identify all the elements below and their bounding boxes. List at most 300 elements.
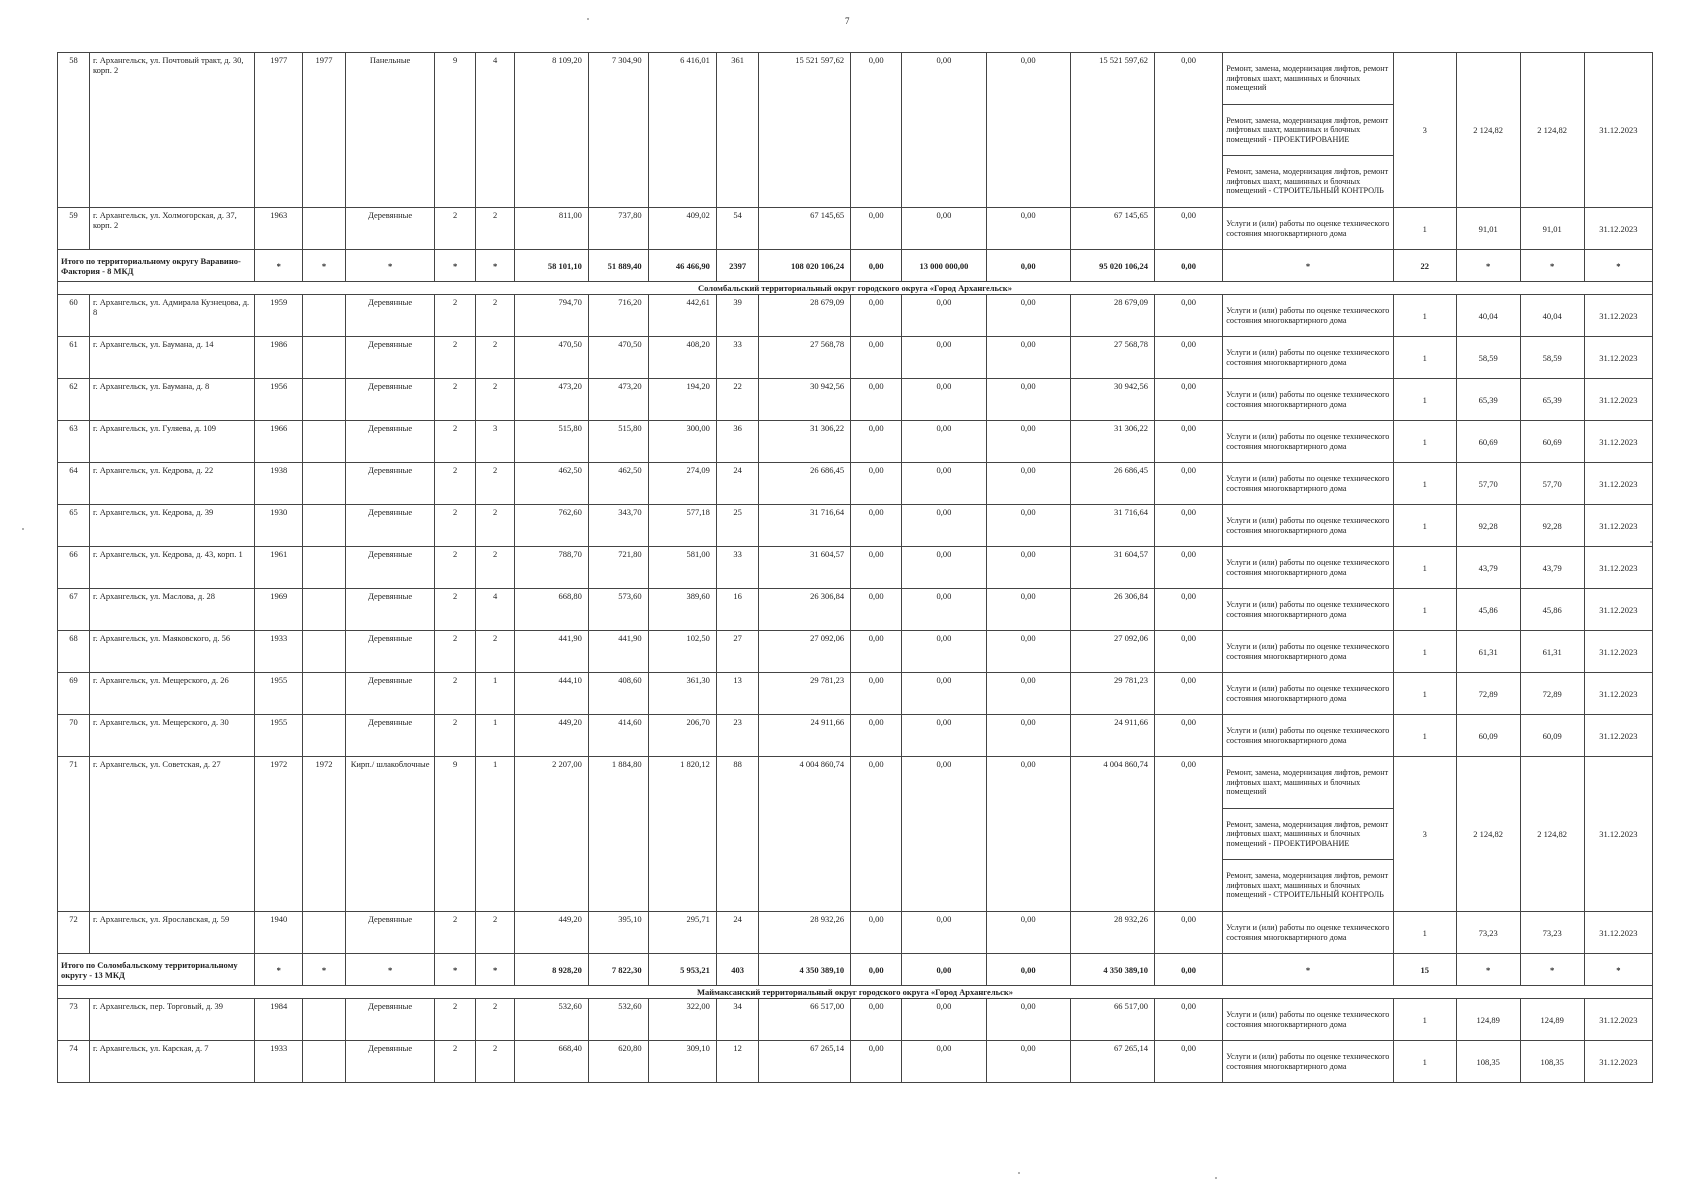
- row-number: 72: [58, 912, 90, 954]
- source-local-cell: 0,00: [986, 1041, 1070, 1083]
- row-number: 70: [58, 715, 90, 757]
- row-number: 62: [58, 379, 90, 421]
- wall-material-cell: Деревянные: [345, 505, 435, 547]
- cost-cell: 31 604,57: [759, 547, 851, 589]
- source-owners-cell: 28 679,09: [1070, 295, 1154, 337]
- residents-cell: 13: [716, 673, 759, 715]
- owned-area-cell: 194,20: [648, 379, 716, 421]
- residents-cell: 25: [716, 505, 759, 547]
- floors-cell: 2: [435, 208, 476, 250]
- address-cell: г. Архангельск, ул. Маслова, д. 28: [89, 589, 254, 631]
- deadline-cell: 31.12.2023: [1584, 53, 1652, 208]
- total-area: 8 928,20: [515, 954, 589, 986]
- total-area-cell: 532,60: [515, 999, 589, 1041]
- unit-cost-limit-cell: 92,28: [1520, 505, 1584, 547]
- work-count-cell: 1: [1393, 912, 1456, 954]
- cost-cell: 66 517,00: [759, 999, 851, 1041]
- living-area-cell: 573,60: [588, 589, 648, 631]
- total-star: *: [1584, 954, 1652, 986]
- works-cell: Услуги и (или) работы по оценке технического состояния многоквартирного дома: [1223, 505, 1394, 547]
- cost-cell: 24 911,66: [759, 715, 851, 757]
- lift-year-cell: 1972: [303, 757, 346, 912]
- residents-cell: 16: [716, 589, 759, 631]
- wall-material-cell: Деревянные: [345, 912, 435, 954]
- build-year-cell: 1955: [255, 673, 303, 715]
- entrances-cell: 2: [475, 505, 514, 547]
- owned-area-cell: 309,10: [648, 1041, 716, 1083]
- deadline-cell: 31.12.2023: [1584, 505, 1652, 547]
- total-row: [58, 250, 1653, 282]
- living-area-cell: 1 884,80: [588, 757, 648, 912]
- deadline-cell: 31.12.2023: [1584, 757, 1652, 912]
- total-source-owners: 4 350 389,10: [1070, 954, 1154, 986]
- entrances-cell: 2: [475, 379, 514, 421]
- total-area-cell: 462,50: [515, 463, 589, 505]
- work-count-cell: 1: [1393, 379, 1456, 421]
- unit-cost-cell: 45,86: [1456, 589, 1520, 631]
- unit-cost-cell: 124,89: [1456, 999, 1520, 1041]
- section-title: Соломбальский территориальный округ городского округа «Город Архангельск»: [58, 282, 1653, 295]
- floors-cell: 9: [435, 757, 476, 912]
- works-cell: Услуги и (или) работы по оценке технического состояния многоквартирного дома: [1223, 673, 1394, 715]
- unit-cost-cell: 72,89: [1456, 673, 1520, 715]
- table-row: [58, 547, 1653, 589]
- source-other-cell: 0,00: [1154, 757, 1222, 912]
- source-local-cell: 0,00: [986, 463, 1070, 505]
- wall-material-cell: Деревянные: [345, 547, 435, 589]
- living-area-cell: 515,80: [588, 421, 648, 463]
- work-item: Ремонт, замена, модернизация лифтов, ремонт лифтовых шахт, машинных и блочных помещений: [1223, 53, 1393, 105]
- wall-material-cell: Деревянные: [345, 631, 435, 673]
- lift-year-cell: [303, 421, 346, 463]
- entrances-cell: 2: [475, 295, 514, 337]
- floors-cell: 2: [435, 589, 476, 631]
- source-owners-cell: 4 004 860,74: [1070, 757, 1154, 912]
- source-fund-cell: 0,00: [851, 379, 902, 421]
- unit-cost-cell: 73,23: [1456, 912, 1520, 954]
- wall-material-cell: Деревянные: [345, 379, 435, 421]
- works-cell: Услуги и (или) работы по оценке технического состояния многоквартирного дома: [1223, 1041, 1394, 1083]
- living-area-cell: 716,20: [588, 295, 648, 337]
- source-owners-cell: 31 306,22: [1070, 421, 1154, 463]
- build-year-cell: 1986: [255, 337, 303, 379]
- unit-cost-cell: 92,28: [1456, 505, 1520, 547]
- works-cell: Услуги и (или) работы по оценке технического состояния многоквартирного дома: [1223, 208, 1394, 250]
- residents-cell: 34: [716, 999, 759, 1041]
- total-owned-area: 5 953,21: [648, 954, 716, 986]
- residents-cell: 33: [716, 547, 759, 589]
- section-header-row: [58, 282, 1653, 295]
- lift-year-cell: [303, 999, 346, 1041]
- row-number: 64: [58, 463, 90, 505]
- deadline-cell: 31.12.2023: [1584, 547, 1652, 589]
- unit-cost-limit-cell: 124,89: [1520, 999, 1584, 1041]
- residents-cell: 27: [716, 631, 759, 673]
- living-area-cell: 395,10: [588, 912, 648, 954]
- residents-cell: 24: [716, 463, 759, 505]
- living-area-cell: 470,50: [588, 337, 648, 379]
- total-star: *: [255, 954, 303, 986]
- source-regional-cell: 0,00: [902, 547, 986, 589]
- table-row: [58, 1041, 1653, 1083]
- floors-cell: 2: [435, 295, 476, 337]
- deadline-cell: 31.12.2023: [1584, 589, 1652, 631]
- build-year-cell: 1933: [255, 631, 303, 673]
- source-owners-cell: 26 306,84: [1070, 589, 1154, 631]
- total-area-cell: 762,60: [515, 505, 589, 547]
- section-title: Маймаксанский территориальный округ городского округа «Город Архангельск»: [58, 986, 1653, 999]
- floors-cell: 2: [435, 999, 476, 1041]
- section-header-row: [58, 986, 1653, 999]
- row-number: 65: [58, 505, 90, 547]
- unit-cost-limit-cell: 60,09: [1520, 715, 1584, 757]
- address-cell: г. Архангельск, ул. Маяковского, д. 56: [89, 631, 254, 673]
- unit-cost-limit-cell: 73,23: [1520, 912, 1584, 954]
- table-row: [58, 337, 1653, 379]
- source-other-cell: 0,00: [1154, 547, 1222, 589]
- work-item: Ремонт, замена, модернизация лифтов, ремонт лифтовых шахт, машинных и блочных помещений - ПРОЕКТИРОВАНИЕ: [1223, 105, 1393, 157]
- source-owners-cell: 67 145,65: [1070, 208, 1154, 250]
- address-cell: г. Архангельск, ул. Кедрова, д. 22: [89, 463, 254, 505]
- floors-cell: 2: [435, 715, 476, 757]
- cost-cell: 26 686,45: [759, 463, 851, 505]
- works-cell: Услуги и (или) работы по оценке технического состояния многоквартирного дома: [1223, 547, 1394, 589]
- source-local-cell: 0,00: [986, 379, 1070, 421]
- living-area-cell: 414,60: [588, 715, 648, 757]
- source-other-cell: 0,00: [1154, 631, 1222, 673]
- entrances-cell: 1: [475, 757, 514, 912]
- source-owners-cell: 31 716,64: [1070, 505, 1154, 547]
- lift-year-cell: [303, 547, 346, 589]
- source-fund-cell: 0,00: [851, 673, 902, 715]
- unit-cost-limit-cell: 57,70: [1520, 463, 1584, 505]
- table-row: [58, 757, 1653, 912]
- lift-year-cell: [303, 379, 346, 421]
- row-number: 63: [58, 421, 90, 463]
- address-cell: г. Архангельск, ул. Кедрова, д. 39: [89, 505, 254, 547]
- work-count-cell: 1: [1393, 547, 1456, 589]
- works-cell: [1223, 53, 1394, 208]
- cost-cell: 67 145,65: [759, 208, 851, 250]
- total-star: *: [475, 954, 514, 986]
- page-number: 7: [845, 16, 850, 26]
- deadline-cell: 31.12.2023: [1584, 421, 1652, 463]
- deadline-cell: 31.12.2023: [1584, 912, 1652, 954]
- total-area-cell: 788,70: [515, 547, 589, 589]
- unit-cost-limit-cell: 61,31: [1520, 631, 1584, 673]
- work-count-cell: 1: [1393, 337, 1456, 379]
- wall-material-cell: Деревянные: [345, 999, 435, 1041]
- owned-area-cell: 389,60: [648, 589, 716, 631]
- work-count-cell: 1: [1393, 505, 1456, 547]
- cost-cell: 67 265,14: [759, 1041, 851, 1083]
- floors-cell: 2: [435, 463, 476, 505]
- source-regional-cell: 0,00: [902, 912, 986, 954]
- table-row: [58, 208, 1653, 250]
- total-label: Итого по территориальному округу Варавино-Фактория - 8 МКД: [58, 250, 255, 282]
- unit-cost-cell: 91,01: [1456, 208, 1520, 250]
- works-cell: Услуги и (или) работы по оценке технического состояния многоквартирного дома: [1223, 631, 1394, 673]
- table-row: [58, 999, 1653, 1041]
- total-residents: 2397: [716, 250, 759, 282]
- source-owners-cell: 67 265,14: [1070, 1041, 1154, 1083]
- cost-cell: 30 942,56: [759, 379, 851, 421]
- source-local-cell: 0,00: [986, 757, 1070, 912]
- cost-cell: 4 004 860,74: [759, 757, 851, 912]
- owned-area-cell: 295,71: [648, 912, 716, 954]
- total-star: *: [345, 250, 435, 282]
- source-regional-cell: 0,00: [902, 999, 986, 1041]
- address-cell: г. Архангельск, ул. Гуляева, д. 109: [89, 421, 254, 463]
- entrances-cell: 2: [475, 547, 514, 589]
- owned-area-cell: 6 416,01: [648, 53, 716, 208]
- entrances-cell: 2: [475, 912, 514, 954]
- build-year-cell: 1956: [255, 379, 303, 421]
- source-fund-cell: 0,00: [851, 631, 902, 673]
- wall-material-cell: Деревянные: [345, 208, 435, 250]
- source-local-cell: 0,00: [986, 631, 1070, 673]
- total-star: *: [1456, 954, 1520, 986]
- total-living-area: 51 889,40: [588, 250, 648, 282]
- cost-cell: 27 568,78: [759, 337, 851, 379]
- deadline-cell: 31.12.2023: [1584, 295, 1652, 337]
- entrances-cell: 2: [475, 337, 514, 379]
- entrances-cell: 3: [475, 421, 514, 463]
- total-source-local: 0,00: [986, 954, 1070, 986]
- source-other-cell: 0,00: [1154, 912, 1222, 954]
- unit-cost-cell: 60,69: [1456, 421, 1520, 463]
- address-cell: г. Архангельск, ул. Мещерского, д. 26: [89, 673, 254, 715]
- source-fund-cell: 0,00: [851, 421, 902, 463]
- total-area-cell: 470,50: [515, 337, 589, 379]
- source-fund-cell: 0,00: [851, 757, 902, 912]
- living-area-cell: 721,80: [588, 547, 648, 589]
- row-number: 66: [58, 547, 90, 589]
- lift-year-cell: [303, 912, 346, 954]
- total-source-fund: 0,00: [851, 954, 902, 986]
- living-area-cell: 532,60: [588, 999, 648, 1041]
- address-cell: г. Архангельск, ул. Кедрова, д. 43, корп. 1: [89, 547, 254, 589]
- address-cell: г. Архангельск, ул. Ярославская, д. 59: [89, 912, 254, 954]
- residents-cell: 54: [716, 208, 759, 250]
- build-year-cell: 1972: [255, 757, 303, 912]
- address-cell: г. Архангельск, ул. Мещерского, д. 30: [89, 715, 254, 757]
- deadline-cell: 31.12.2023: [1584, 631, 1652, 673]
- entrances-cell: 2: [475, 208, 514, 250]
- total-living-area: 7 822,30: [588, 954, 648, 986]
- source-owners-cell: 26 686,45: [1070, 463, 1154, 505]
- unit-cost-cell: 108,35: [1456, 1041, 1520, 1083]
- total-star: *: [475, 250, 514, 282]
- total-source-regional: 13 000 000,00: [902, 250, 986, 282]
- unit-cost-limit-cell: 108,35: [1520, 1041, 1584, 1083]
- residents-cell: 22: [716, 379, 759, 421]
- table-row: [58, 463, 1653, 505]
- residents-cell: 361: [716, 53, 759, 208]
- total-cost: 108 020 106,24: [759, 250, 851, 282]
- total-area-cell: 473,20: [515, 379, 589, 421]
- source-other-cell: 0,00: [1154, 421, 1222, 463]
- source-owners-cell: 66 517,00: [1070, 999, 1154, 1041]
- source-other-cell: 0,00: [1154, 673, 1222, 715]
- row-number: 61: [58, 337, 90, 379]
- owned-area-cell: 581,00: [648, 547, 716, 589]
- total-star: *: [435, 250, 476, 282]
- build-year-cell: 1961: [255, 547, 303, 589]
- source-other-cell: 0,00: [1154, 589, 1222, 631]
- deadline-cell: 31.12.2023: [1584, 208, 1652, 250]
- build-year-cell: 1977: [255, 53, 303, 208]
- lift-year-cell: [303, 208, 346, 250]
- address-cell: г. Архангельск, ул. Баумана, д. 8: [89, 379, 254, 421]
- total-area-cell: 8 109,20: [515, 53, 589, 208]
- total-area-cell: 444,10: [515, 673, 589, 715]
- floors-cell: 2: [435, 421, 476, 463]
- works-cell: Услуги и (или) работы по оценке технического состояния многоквартирного дома: [1223, 337, 1394, 379]
- source-regional-cell: 0,00: [902, 379, 986, 421]
- table-row: [58, 715, 1653, 757]
- unit-cost-limit-cell: 2 124,82: [1520, 53, 1584, 208]
- build-year-cell: 1984: [255, 999, 303, 1041]
- wall-material-cell: Деревянные: [345, 673, 435, 715]
- unit-cost-limit-cell: 60,69: [1520, 421, 1584, 463]
- total-cost: 4 350 389,10: [759, 954, 851, 986]
- total-source-other: 0,00: [1154, 954, 1222, 986]
- entrances-cell: 1: [475, 715, 514, 757]
- total-area: 58 101,10: [515, 250, 589, 282]
- source-local-cell: 0,00: [986, 295, 1070, 337]
- floors-cell: 2: [435, 505, 476, 547]
- table-row: [58, 421, 1653, 463]
- living-area-cell: 620,80: [588, 1041, 648, 1083]
- living-area-cell: 441,90: [588, 631, 648, 673]
- entrances-cell: 4: [475, 53, 514, 208]
- source-other-cell: 0,00: [1154, 1041, 1222, 1083]
- build-year-cell: 1930: [255, 505, 303, 547]
- lift-year-cell: [303, 463, 346, 505]
- work-count-cell: 1: [1393, 1041, 1456, 1083]
- cost-cell: 28 679,09: [759, 295, 851, 337]
- deadline-cell: 31.12.2023: [1584, 337, 1652, 379]
- owned-area-cell: 322,00: [648, 999, 716, 1041]
- row-number: 58: [58, 53, 90, 208]
- row-number: 68: [58, 631, 90, 673]
- living-area-cell: 343,70: [588, 505, 648, 547]
- owned-area-cell: 274,09: [648, 463, 716, 505]
- address-cell: г. Архангельск, ул. Почтовый тракт, д. 30, корп. 2: [89, 53, 254, 208]
- living-area-cell: 462,50: [588, 463, 648, 505]
- unit-cost-cell: 61,31: [1456, 631, 1520, 673]
- entrances-cell: 1: [475, 673, 514, 715]
- source-regional-cell: 0,00: [902, 295, 986, 337]
- build-year-cell: 1955: [255, 715, 303, 757]
- unit-cost-limit-cell: 43,79: [1520, 547, 1584, 589]
- floors-cell: 2: [435, 1041, 476, 1083]
- source-regional-cell: 0,00: [902, 631, 986, 673]
- wall-material-cell: Кирп./ шлакоблочные: [345, 757, 435, 912]
- row-number: 71: [58, 757, 90, 912]
- source-local-cell: 0,00: [986, 547, 1070, 589]
- floors-cell: 9: [435, 53, 476, 208]
- table-row: [58, 589, 1653, 631]
- cost-cell: 29 781,23: [759, 673, 851, 715]
- deadline-cell: 31.12.2023: [1584, 1041, 1652, 1083]
- address-cell: г. Архангельск, ул. Баумана, д. 14: [89, 337, 254, 379]
- residents-cell: 88: [716, 757, 759, 912]
- total-area-cell: 794,70: [515, 295, 589, 337]
- wall-material-cell: Деревянные: [345, 1041, 435, 1083]
- source-regional-cell: 0,00: [902, 337, 986, 379]
- work-count-cell: 1: [1393, 715, 1456, 757]
- unit-cost-limit-cell: 91,01: [1520, 208, 1584, 250]
- table-row: [58, 53, 1653, 208]
- total-source-fund: 0,00: [851, 250, 902, 282]
- unit-cost-cell: 43,79: [1456, 547, 1520, 589]
- source-regional-cell: 0,00: [902, 757, 986, 912]
- build-year-cell: 1963: [255, 208, 303, 250]
- entrances-cell: 2: [475, 463, 514, 505]
- work-item: Ремонт, замена, модернизация лифтов, ремонт лифтовых шахт, машинных и блочных помещений - СТРОИТЕЛЬНЫЙ КОНТРОЛЬ: [1226, 871, 1389, 900]
- unit-cost-cell: 60,09: [1456, 715, 1520, 757]
- lift-year-cell: [303, 673, 346, 715]
- source-fund-cell: 0,00: [851, 999, 902, 1041]
- residents-cell: 36: [716, 421, 759, 463]
- works-cell: Услуги и (или) работы по оценке технического состояния многоквартирного дома: [1223, 999, 1394, 1041]
- source-regional-cell: 0,00: [902, 421, 986, 463]
- source-local-cell: 0,00: [986, 589, 1070, 631]
- total-source-regional: 0,00: [902, 954, 986, 986]
- works-cell: [1223, 757, 1394, 912]
- unit-cost-cell: 57,70: [1456, 463, 1520, 505]
- total-star: *: [1520, 250, 1584, 282]
- build-year-cell: 1940: [255, 912, 303, 954]
- residents-cell: 12: [716, 1041, 759, 1083]
- total-label: Итого по Соломбальскому территориальному округу - 13 МКД: [58, 954, 255, 986]
- wall-material-cell: Деревянные: [345, 715, 435, 757]
- deadline-cell: 31.12.2023: [1584, 463, 1652, 505]
- cost-cell: 31 306,22: [759, 421, 851, 463]
- total-area-cell: 668,80: [515, 589, 589, 631]
- source-regional-cell: 0,00: [902, 53, 986, 208]
- owned-area-cell: 1 820,12: [648, 757, 716, 912]
- unit-cost-cell: 2 124,82: [1456, 53, 1520, 208]
- source-owners-cell: 30 942,56: [1070, 379, 1154, 421]
- unit-cost-limit-cell: 65,39: [1520, 379, 1584, 421]
- deadline-cell: 31.12.2023: [1584, 379, 1652, 421]
- unit-cost-cell: 2 124,82: [1456, 757, 1520, 912]
- source-local-cell: 0,00: [986, 421, 1070, 463]
- works-cell: Услуги и (или) работы по оценке технического состояния многоквартирного дома: [1223, 295, 1394, 337]
- row-number: 73: [58, 999, 90, 1041]
- work-count-cell: 1: [1393, 999, 1456, 1041]
- source-fund-cell: 0,00: [851, 547, 902, 589]
- living-area-cell: 473,20: [588, 379, 648, 421]
- entrances-cell: 2: [475, 1041, 514, 1083]
- table-row: [58, 673, 1653, 715]
- owned-area-cell: 577,18: [648, 505, 716, 547]
- source-fund-cell: 0,00: [851, 208, 902, 250]
- total-star: *: [1584, 250, 1652, 282]
- work-count-cell: 1: [1393, 421, 1456, 463]
- source-regional-cell: 0,00: [902, 715, 986, 757]
- entrances-cell: 4: [475, 589, 514, 631]
- row-number: 74: [58, 1041, 90, 1083]
- works-cell: Услуги и (или) работы по оценке технического состояния многоквартирного дома: [1223, 463, 1394, 505]
- owned-area-cell: 206,70: [648, 715, 716, 757]
- total-source-local: 0,00: [986, 250, 1070, 282]
- owned-area-cell: 102,50: [648, 631, 716, 673]
- floors-cell: 2: [435, 547, 476, 589]
